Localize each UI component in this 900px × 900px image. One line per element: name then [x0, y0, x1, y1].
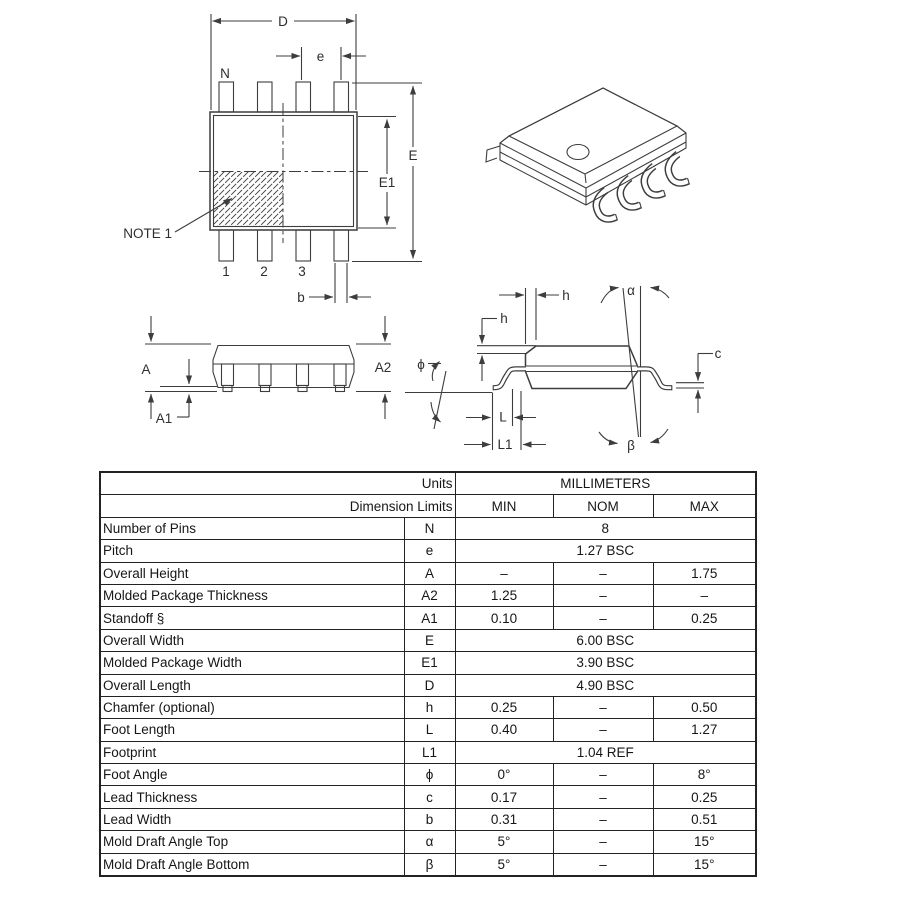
col-max: MAX: [653, 495, 756, 517]
top-view: [123, 14, 422, 305]
pin-count-label: N: [220, 66, 230, 81]
dim-label-beta: β: [627, 438, 635, 453]
side-body: [213, 346, 354, 392]
table-row: Overall Height A – – 1.75: [100, 562, 756, 584]
beta-dimension: [599, 429, 668, 453]
end-view: [405, 283, 722, 453]
dim-label-a: A: [141, 362, 151, 377]
units-label: Units: [100, 472, 455, 495]
a2-dimension: [375, 316, 392, 419]
limits-label: Dimension Limits: [100, 495, 455, 517]
e1-dimension: [358, 117, 396, 229]
table-row: Chamfer (optional) h 0.25 – 0.50: [100, 696, 756, 718]
table-row: Number of Pins N 8: [100, 517, 756, 539]
table-row: Foot Angle ϕ 0° – 8°: [100, 764, 756, 786]
table-row: Molded Package Thickness A2 1.25 – –: [100, 584, 756, 606]
table-row: Foot Length L 0.40 – 1.27: [100, 719, 756, 741]
table-row: Standoff § A1 0.10 – 0.25: [100, 607, 756, 629]
table-row: Footprint L1 1.04 REF: [100, 741, 756, 763]
dim-label-c: c: [714, 346, 722, 361]
iso-view: [486, 88, 690, 221]
iso-body: [486, 88, 686, 205]
h-top-dimension: [499, 288, 570, 344]
table-row: Mold Draft Angle Top α 5° – 15°: [100, 831, 756, 853]
table-row: Overall Length D 4.90 BSC: [100, 674, 756, 696]
end-leads: [493, 369, 672, 390]
table-header-limits: [100, 495, 756, 517]
dim-label-d: D: [278, 14, 288, 29]
a1-dimension: [156, 359, 189, 426]
pin-number-1: 1: [222, 264, 230, 279]
end-body: [526, 346, 638, 389]
pin1-dimple: [567, 145, 589, 160]
col-min: MIN: [455, 495, 553, 517]
dimension-table: [99, 471, 757, 877]
a-dimension: [141, 316, 151, 419]
dim-label-e1: E1: [378, 175, 396, 190]
dim-label-l1: L1: [497, 437, 513, 452]
dim-label-phi: ϕ: [417, 357, 425, 372]
iso-tab: [486, 146, 500, 162]
table-header-units: [100, 472, 756, 495]
table-row: Lead Thickness c 0.17 – 0.25: [100, 786, 756, 808]
table-row: Pitch e 1.27 BSC: [100, 540, 756, 562]
note1-label: NOTE 1: [123, 226, 172, 241]
b-dimension: [297, 263, 371, 305]
dim-label-b: b: [297, 290, 305, 305]
alpha-dimension: [601, 283, 669, 303]
top-view-pins-bottom: [219, 230, 349, 261]
e-dimension: [276, 47, 366, 80]
phi-dimension: [405, 357, 493, 429]
c-dimension: [676, 346, 722, 413]
table-row: Lead Width b 0.31 – 0.51: [100, 808, 756, 830]
units-value: MILLIMETERS: [455, 472, 756, 495]
iso-leads: [596, 154, 689, 221]
dim-label-h-top: h: [562, 288, 570, 303]
h-side-dimension: [477, 311, 536, 381]
table-row: Mold Draft Angle Bottom β 5° – 15°: [100, 853, 756, 876]
dim-label-a2: A2: [374, 360, 392, 375]
dim-label-e: e: [316, 49, 325, 64]
dim-label-a1: A1: [155, 411, 173, 426]
col-nom: NOM: [553, 495, 653, 517]
dim-label-l: L: [499, 409, 507, 425]
pin-number-3: 3: [298, 264, 306, 279]
table-row: Molded Package Width E1 3.90 BSC: [100, 652, 756, 674]
pin1-hatch-area: [214, 172, 284, 227]
dim-label-e-overall: E: [408, 148, 418, 163]
pin-number-2: 2: [260, 264, 268, 279]
table-row: Overall Width E 6.00 BSC: [100, 629, 756, 651]
side-view: [141, 316, 391, 426]
top-view-pins-top: [219, 82, 349, 112]
dim-label-h-side: h: [500, 311, 508, 326]
dim-label-alpha: α: [627, 283, 635, 298]
